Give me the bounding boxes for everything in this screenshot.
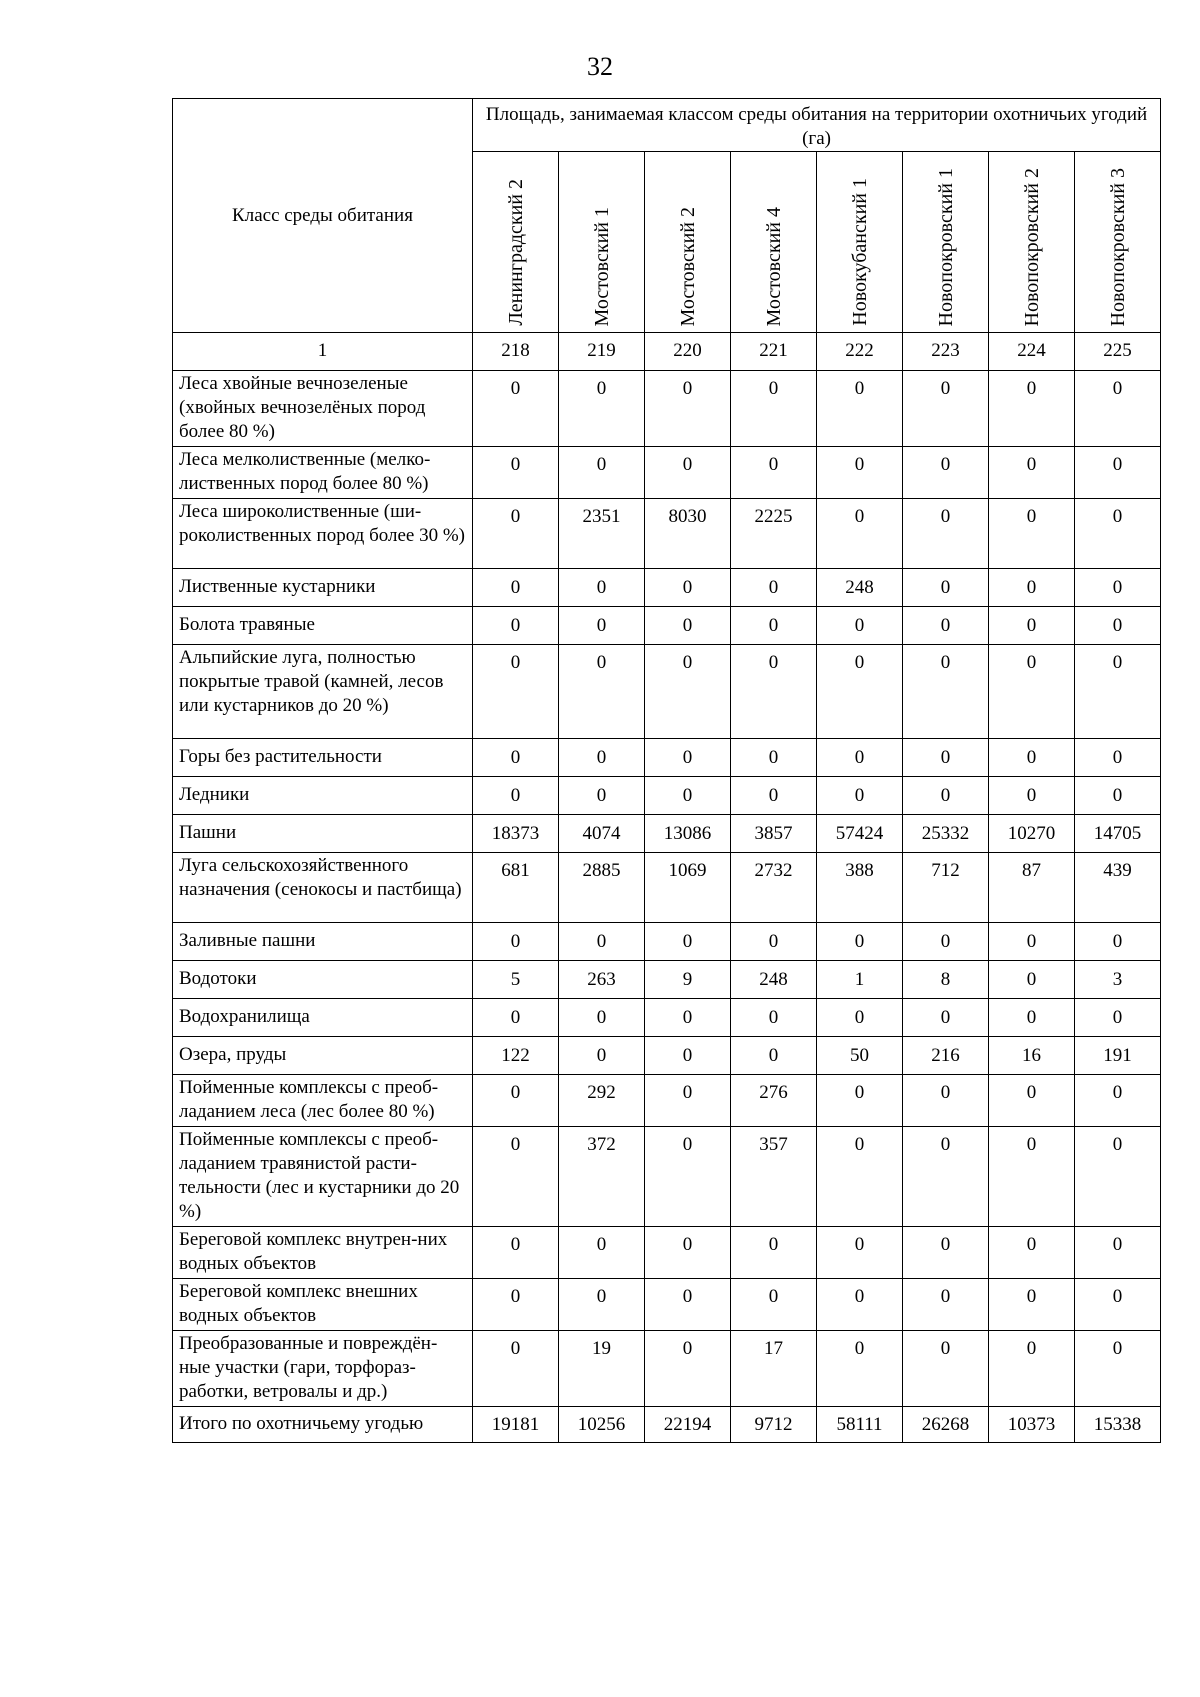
area-value: 0 bbox=[731, 447, 817, 499]
area-value: 0 bbox=[473, 1279, 559, 1331]
column-number: 1 bbox=[173, 333, 473, 371]
area-value: 14705 bbox=[1075, 815, 1161, 853]
area-value: 4074 bbox=[559, 815, 645, 853]
area-value: 0 bbox=[731, 1227, 817, 1279]
area-value: 0 bbox=[903, 1279, 989, 1331]
area-value: 0 bbox=[817, 923, 903, 961]
area-value: 0 bbox=[645, 739, 731, 777]
area-value: 0 bbox=[903, 923, 989, 961]
column-number: 223 bbox=[903, 333, 989, 371]
table-row bbox=[173, 923, 1161, 961]
area-value: 276 bbox=[731, 1075, 817, 1127]
area-value: 0 bbox=[645, 1227, 731, 1279]
area-value: 292 bbox=[559, 1075, 645, 1127]
area-value: 0 bbox=[559, 1037, 645, 1075]
area-value: 3 bbox=[1075, 961, 1161, 999]
area-value: 0 bbox=[731, 1279, 817, 1331]
area-value: 0 bbox=[1075, 923, 1161, 961]
area-header: Площадь, занимаемая классом среды обитания на территории охотничьих угодий (га) bbox=[473, 99, 1161, 152]
table-row bbox=[173, 1227, 1161, 1279]
area-value: 0 bbox=[731, 569, 817, 607]
area-value: 0 bbox=[1075, 645, 1161, 739]
area-value: 0 bbox=[903, 1331, 989, 1407]
area-value: 0 bbox=[817, 1075, 903, 1127]
habitat-class-name: Итого по охотничьему угодью bbox=[173, 1407, 473, 1443]
area-value: 357 bbox=[731, 1127, 817, 1227]
area-value: 122 bbox=[473, 1037, 559, 1075]
table-row bbox=[173, 777, 1161, 815]
table-row bbox=[173, 853, 1161, 923]
area-value: 0 bbox=[473, 1127, 559, 1227]
column-number: 224 bbox=[989, 333, 1075, 371]
area-value: 0 bbox=[559, 777, 645, 815]
area-value: 0 bbox=[903, 1075, 989, 1127]
column-header bbox=[903, 152, 989, 333]
area-value: 0 bbox=[817, 645, 903, 739]
area-value: 0 bbox=[473, 447, 559, 499]
habitat-class-name: Береговой комплекс внутрен-них водных объектов bbox=[173, 1227, 473, 1279]
area-value: 15338 bbox=[1075, 1407, 1161, 1443]
area-value: 0 bbox=[1075, 569, 1161, 607]
area-value: 0 bbox=[645, 923, 731, 961]
area-value: 681 bbox=[473, 853, 559, 923]
column-header bbox=[1075, 152, 1161, 333]
area-value: 0 bbox=[473, 999, 559, 1037]
area-value: 0 bbox=[817, 1227, 903, 1279]
page-number: 32 bbox=[587, 52, 613, 81]
area-value: 0 bbox=[645, 569, 731, 607]
area-value: 0 bbox=[559, 607, 645, 645]
area-value: 0 bbox=[731, 739, 817, 777]
area-value: 8 bbox=[903, 961, 989, 999]
area-value: 25332 bbox=[903, 815, 989, 853]
area-value: 10270 bbox=[989, 815, 1075, 853]
area-value: 2225 bbox=[731, 499, 817, 569]
area-value: 22194 bbox=[645, 1407, 731, 1443]
area-value: 0 bbox=[903, 999, 989, 1037]
area-value: 0 bbox=[989, 1279, 1075, 1331]
area-value: 0 bbox=[903, 739, 989, 777]
column-number: 225 bbox=[1075, 333, 1161, 371]
habitat-class-name: Береговой комплекс внешних водных объектов bbox=[173, 1279, 473, 1331]
area-value: 10256 bbox=[559, 1407, 645, 1443]
area-value: 0 bbox=[989, 739, 1075, 777]
area-value: 0 bbox=[731, 777, 817, 815]
area-value: 0 bbox=[559, 447, 645, 499]
habitat-class-name: Болота травяные bbox=[173, 607, 473, 645]
area-value: 0 bbox=[817, 447, 903, 499]
habitat-class-name: Луга сельскохозяйственного назначения (сенокосы и пастбища) bbox=[173, 853, 473, 923]
area-value: 0 bbox=[645, 1037, 731, 1075]
habitat-class-name: Леса мелколиственные (мелко-лиственных пород более 80 %) bbox=[173, 447, 473, 499]
area-value: 0 bbox=[559, 739, 645, 777]
area-value: 372 bbox=[559, 1127, 645, 1227]
table-row bbox=[173, 607, 1161, 645]
column-header bbox=[817, 152, 903, 333]
area-value: 0 bbox=[817, 499, 903, 569]
area-value: 0 bbox=[645, 999, 731, 1037]
area-value: 0 bbox=[903, 1227, 989, 1279]
area-value: 19181 bbox=[473, 1407, 559, 1443]
area-value: 18373 bbox=[473, 815, 559, 853]
area-value: 2732 bbox=[731, 853, 817, 923]
area-value: 0 bbox=[989, 447, 1075, 499]
area-value: 0 bbox=[903, 447, 989, 499]
area-value: 0 bbox=[1075, 739, 1161, 777]
area-value: 263 bbox=[559, 961, 645, 999]
area-value: 0 bbox=[645, 777, 731, 815]
area-value: 1 bbox=[817, 961, 903, 999]
habitat-class-name: Пойменные комплексы с преоб-ладанием травянистой расти-тельности (лес и кустарники до 20 %) bbox=[173, 1127, 473, 1227]
area-value: 0 bbox=[817, 607, 903, 645]
area-value: 0 bbox=[473, 1331, 559, 1407]
area-value: 0 bbox=[1075, 1227, 1161, 1279]
area-value: 0 bbox=[731, 1037, 817, 1075]
area-value: 13086 bbox=[645, 815, 731, 853]
area-value: 0 bbox=[989, 923, 1075, 961]
area-value: 50 bbox=[817, 1037, 903, 1075]
area-value: 0 bbox=[903, 645, 989, 739]
area-value: 2885 bbox=[559, 853, 645, 923]
area-value: 0 bbox=[559, 371, 645, 447]
area-value: 216 bbox=[903, 1037, 989, 1075]
column-header bbox=[473, 152, 559, 333]
habitat-class-name: Ледники bbox=[173, 777, 473, 815]
area-value: 0 bbox=[645, 1127, 731, 1227]
area-value: 0 bbox=[731, 923, 817, 961]
area-value: 0 bbox=[645, 645, 731, 739]
column-header bbox=[645, 152, 731, 333]
area-value: 439 bbox=[1075, 853, 1161, 923]
area-value: 0 bbox=[817, 371, 903, 447]
area-value: 0 bbox=[559, 645, 645, 739]
area-value: 0 bbox=[645, 1279, 731, 1331]
column-header-label: Новопокровский 3 bbox=[1106, 167, 1129, 326]
area-value: 248 bbox=[731, 961, 817, 999]
area-value: 0 bbox=[903, 499, 989, 569]
column-header-label: Новопокровский 1 bbox=[934, 167, 957, 326]
area-value: 0 bbox=[1075, 499, 1161, 569]
area-value: 2351 bbox=[559, 499, 645, 569]
area-value: 0 bbox=[645, 447, 731, 499]
area-value: 0 bbox=[473, 1227, 559, 1279]
column-header bbox=[731, 152, 817, 333]
table-row bbox=[173, 815, 1161, 853]
area-value: 0 bbox=[473, 607, 559, 645]
area-value: 0 bbox=[817, 999, 903, 1037]
area-value: 191 bbox=[1075, 1037, 1161, 1075]
table-row bbox=[173, 1037, 1161, 1075]
column-header-label: Мостовский 1 bbox=[590, 206, 613, 326]
area-value: 0 bbox=[817, 1127, 903, 1227]
area-value: 0 bbox=[817, 1279, 903, 1331]
area-value: 16 bbox=[989, 1037, 1075, 1075]
habitat-class-name: Водохранилища bbox=[173, 999, 473, 1037]
column-header-label: Мостовский 2 bbox=[676, 206, 699, 326]
area-value: 0 bbox=[473, 923, 559, 961]
area-value: 0 bbox=[731, 607, 817, 645]
area-value: 0 bbox=[1075, 1127, 1161, 1227]
area-value: 0 bbox=[989, 777, 1075, 815]
area-value: 5 bbox=[473, 961, 559, 999]
column-header-label: Новокубанский 1 bbox=[848, 178, 871, 326]
area-value: 0 bbox=[989, 1331, 1075, 1407]
column-header-label: Мостовский 4 bbox=[762, 206, 785, 326]
table-row bbox=[173, 371, 1161, 447]
area-value: 0 bbox=[989, 1227, 1075, 1279]
area-value: 0 bbox=[1075, 1279, 1161, 1331]
area-value: 0 bbox=[731, 371, 817, 447]
area-value: 87 bbox=[989, 853, 1075, 923]
habitat-class-name: Водотоки bbox=[173, 961, 473, 999]
table-row bbox=[173, 645, 1161, 739]
area-value: 0 bbox=[473, 645, 559, 739]
table-row bbox=[173, 569, 1161, 607]
column-number: 222 bbox=[817, 333, 903, 371]
table-row bbox=[173, 1331, 1161, 1407]
area-value: 0 bbox=[645, 607, 731, 645]
column-header-label: Новопокровский 2 bbox=[1020, 167, 1043, 326]
area-value: 0 bbox=[903, 569, 989, 607]
area-value: 0 bbox=[989, 999, 1075, 1037]
habitat-class-name: Леса хвойные вечнозеленые (хвойных вечнозелёных пород более 80 %) bbox=[173, 371, 473, 447]
area-value: 0 bbox=[817, 1331, 903, 1407]
area-value: 0 bbox=[645, 371, 731, 447]
area-value: 9712 bbox=[731, 1407, 817, 1443]
area-value: 712 bbox=[903, 853, 989, 923]
area-value: 0 bbox=[731, 999, 817, 1037]
habitat-area-table bbox=[172, 98, 1161, 1443]
column-number: 218 bbox=[473, 333, 559, 371]
area-value: 248 bbox=[817, 569, 903, 607]
column-header bbox=[989, 152, 1075, 333]
area-value: 0 bbox=[559, 999, 645, 1037]
area-value: 57424 bbox=[817, 815, 903, 853]
column-number: 221 bbox=[731, 333, 817, 371]
area-value: 0 bbox=[903, 607, 989, 645]
area-value: 0 bbox=[989, 645, 1075, 739]
area-value: 0 bbox=[559, 1227, 645, 1279]
area-value: 0 bbox=[473, 777, 559, 815]
area-value: 0 bbox=[645, 1075, 731, 1127]
area-value: 0 bbox=[989, 499, 1075, 569]
area-value: 0 bbox=[473, 1075, 559, 1127]
area-value: 0 bbox=[473, 371, 559, 447]
area-value: 10373 bbox=[989, 1407, 1075, 1443]
area-value: 0 bbox=[1075, 371, 1161, 447]
habitat-class-header: Класс среды обитания bbox=[173, 99, 473, 333]
area-value: 0 bbox=[989, 607, 1075, 645]
area-value: 0 bbox=[1075, 447, 1161, 499]
area-value: 0 bbox=[1075, 777, 1161, 815]
area-value: 58111 bbox=[817, 1407, 903, 1443]
column-header bbox=[559, 152, 645, 333]
area-value: 0 bbox=[903, 777, 989, 815]
area-value: 0 bbox=[1075, 1331, 1161, 1407]
area-value: 0 bbox=[989, 961, 1075, 999]
table-row bbox=[173, 1279, 1161, 1331]
area-value: 0 bbox=[473, 739, 559, 777]
table-row bbox=[173, 1407, 1161, 1443]
area-value: 3857 bbox=[731, 815, 817, 853]
column-number: 219 bbox=[559, 333, 645, 371]
area-value: 8030 bbox=[645, 499, 731, 569]
area-value: 26268 bbox=[903, 1407, 989, 1443]
area-value: 19 bbox=[559, 1331, 645, 1407]
habitat-class-name: Пойменные комплексы с преоб-ладанием леса (лес более 80 %) bbox=[173, 1075, 473, 1127]
area-value: 0 bbox=[903, 371, 989, 447]
area-value: 9 bbox=[645, 961, 731, 999]
area-value: 0 bbox=[817, 777, 903, 815]
habitat-class-name: Озера, пруды bbox=[173, 1037, 473, 1075]
area-value: 0 bbox=[1075, 999, 1161, 1037]
table-row bbox=[173, 447, 1161, 499]
area-value: 0 bbox=[989, 371, 1075, 447]
area-value: 0 bbox=[1075, 607, 1161, 645]
habitat-class-name: Лиственные кустарники bbox=[173, 569, 473, 607]
table-row bbox=[173, 499, 1161, 569]
table-row bbox=[173, 1075, 1161, 1127]
area-value: 0 bbox=[903, 1127, 989, 1227]
habitat-class-name: Преобразованные и повреждён-ные участки (гари, торфораз-работки, ветровалы и др.) bbox=[173, 1331, 473, 1407]
area-value: 388 bbox=[817, 853, 903, 923]
area-value: 0 bbox=[559, 1279, 645, 1331]
area-value: 1069 bbox=[645, 853, 731, 923]
area-value: 0 bbox=[473, 569, 559, 607]
column-number: 220 bbox=[645, 333, 731, 371]
area-value: 0 bbox=[473, 499, 559, 569]
area-value: 17 bbox=[731, 1331, 817, 1407]
habitat-class-name: Заливные пашни bbox=[173, 923, 473, 961]
area-value: 0 bbox=[559, 569, 645, 607]
table-row bbox=[173, 999, 1161, 1037]
habitat-class-name: Пашни bbox=[173, 815, 473, 853]
area-value: 0 bbox=[989, 1075, 1075, 1127]
area-value: 0 bbox=[731, 645, 817, 739]
habitat-class-name: Альпийские луга, полностью покрытые травой (камней, лесов или кустарников до 20 %) bbox=[173, 645, 473, 739]
area-value: 0 bbox=[1075, 1075, 1161, 1127]
habitat-class-name: Горы без растительности bbox=[173, 739, 473, 777]
area-value: 0 bbox=[559, 923, 645, 961]
table-row bbox=[173, 1127, 1161, 1227]
area-value: 0 bbox=[989, 1127, 1075, 1227]
area-value: 0 bbox=[989, 569, 1075, 607]
habitat-class-name: Леса широколиственные (ши-роколиственных пород более 30 %) bbox=[173, 499, 473, 569]
column-header-label: Ленинградский 2 bbox=[504, 179, 527, 326]
table-row bbox=[173, 739, 1161, 777]
area-value: 0 bbox=[817, 739, 903, 777]
area-value: 0 bbox=[645, 1331, 731, 1407]
table-row bbox=[173, 961, 1161, 999]
